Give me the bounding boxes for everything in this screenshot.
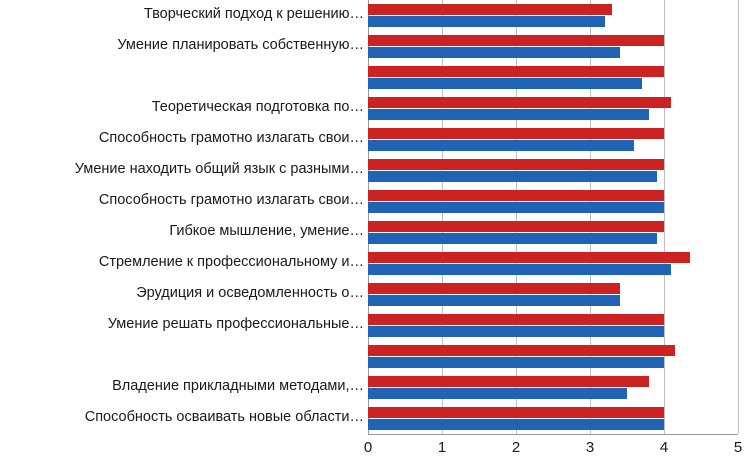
x-tick-label: 2 [511,439,521,456]
category-label: Стремление к профессиональному и… [98,253,364,270]
x-tick-label: 0 [363,439,373,456]
category-label: Эрудиция и осведомленность о… [136,284,364,301]
category-label: Гибкое мышление, умение… [169,222,364,239]
category-label: Способность грамотно излагать свои… [98,191,364,208]
category-label: Умение находить общий язык с разными… [74,160,364,177]
category-label: Способность грамотно излагать свои… [98,129,364,146]
category-label: Умение планировать собственную… [117,36,364,53]
x-axis-line [368,434,738,435]
x-tick-label: 1 [437,439,447,456]
x-tick-label: 3 [585,439,595,456]
category-label: Умение решать профессиональные… [107,315,364,332]
category-label: Теоретическая подготовка по… [151,98,364,115]
category-label: Творческий подход к решению… [143,5,364,22]
category-label: Владение прикладными методами,… [112,377,364,394]
x-tick-label: 5 [733,439,743,456]
x-tick-label: 4 [659,439,669,456]
category-label: Способность осваивать новые области… [84,408,364,425]
